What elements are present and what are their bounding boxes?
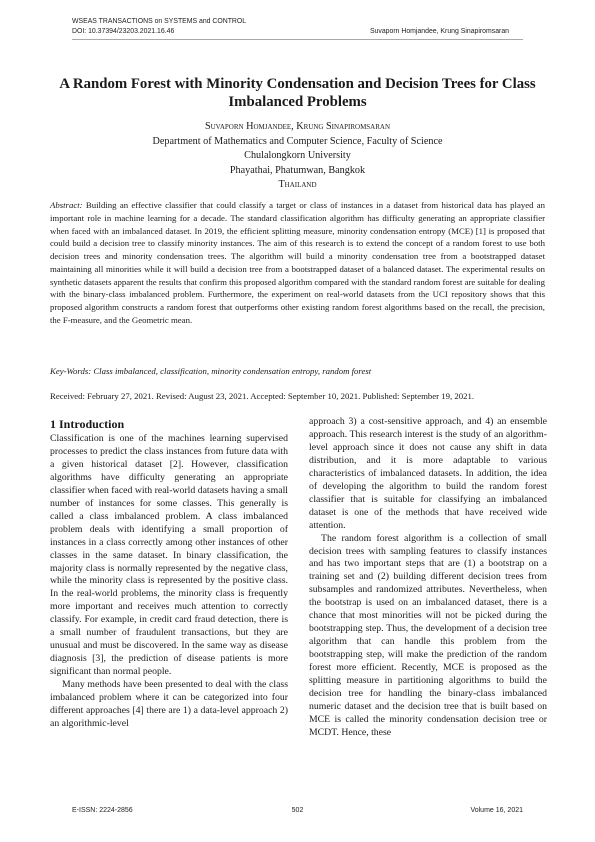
footer-eissn: E-ISSN: 2224-2856 [72,807,133,814]
affiliation-line-1: Department of Mathematics and Computer Science, Faculty of Science [152,135,443,147]
author-names: Suvaporn Homjandee, Krung Sinapiromsaran [204,121,391,132]
running-header-authors: Suvaporn Homjandee, Krung Sinapiromsaran [369,27,509,35]
paragraph: The random forest algorithm is a collection of small decision trees with sampling features to classify instances and has two important steps that are (1) a bootstrap on a training set and (2) building different decision trees from subsamples and randomized attributes. Nevertheless, when the bootstrap is used on an imbalanced dataset, there is a chance that most minorities will not be picked during the bootstrapping step. Thus, the development of a decision tree algorithm that can handle this problem from the bootstrapping step, will make the prediction of the random forest more efficient. Recently, MCE is proposed as the splitting measure in partitioning algorithms to build the decision tree for handling the binary-class imbalanced numeric dataset and the decision tree that is built based on MCE is called the minority condensation decision tree or MCDT. Hence, these [309,532,547,738]
header-divider [72,39,523,40]
section-heading: 1 Introduction [50,417,125,431]
abstract [50,199,545,327]
abstract-text: Building an effective classifier that could classify a target or class of instances in a dataset from historical data has played an important role in machine learning for a decade. The standard classification algorithm has difficulty generating an appropriate classifier when faced with an imbalanced dataset. In 2019, the efficient splitting measure, minority condensation entropy (MCE) [1] is proposed that could build a decision tree to classify minority instances. The aim of this research is to extend the concept of a random forest to use both decision trees and minority condensation trees. The algorithm will build a minority condensation tree from a bootstrapped dataset maintaining all minorities while it will build a decision tree from a bootstrapped dataset of a balanced dataset. The experimental results on synthetic datasets apparent the results that confirm this proposed algorithm compared with the standard random forest are suitable for dealing with the binary-class imbalanced problem. Furthermore, the experiment on real-world datasets from the UCI repository shows that this proposed algorithm constructs a random forest that outperforms other existing random forest algorithms based on the recall, the precision, the F-measure, and the Geometric mean. [50,200,546,325]
affiliation-line-2: Chulalongkorn University [244,150,351,161]
author-block [50,120,545,193]
footer-volume: Volume 16, 2021 [470,807,523,814]
column-right [309,416,547,740]
paragraph: approach 3) a cost-sensitive approach, and 4) an ensemble approach. This research interest is the study of an algorithm-level approach since it does not cause any shift in data distribution, and it is more adaptable to various characteristics of imbalanced datasets. In addition, the idea of developing the algorithm to build the random forest classifier that is suitable for classifying an imbalanced dataset is one of the methods that have received wide attention. [309,416,547,531]
keywords: Key-Words: Class imbalanced, classification, minority condensation entropy, random forest [50,366,372,376]
doi: DOI: 10.37394/23203.2021.16.46 [72,27,175,35]
column-left [50,417,288,731]
paragraph: Many methods have been presented to deal with the class imbalanced problem where it can be categorized into four different approaches [4] there are 1) a data-level approach 2) an algorithmic-level [50,679,288,729]
received-dates: Received: February 27, 2021. Revised: August 23, 2021. Accepted: September 10, 2021. Published: September 19, 2021. [50,391,475,401]
paragraph: Classification is one of the machines learning supervised processes to predict the class instances from future data with a given historical dataset [2]. However, classification algorithms have difficulty generating an appropriate classifier when faced with real-world datasets having a small number of instances for some classes. This generally is called a class imbalanced problem. A class imbalanced problem deals with identifying a small proportion of instances in a class correctly among other instances of other classes in the same dataset. In binary classification, the majority class is normally represented by the negative class, while the minority class is represented by the positive class. In the real-world problems, the minority class is frequently more important and receives much attention to correctly classify. For example, in credit card fraud detection, there is a small number of fraudulent transactions, but they are unusual and must be discovered. In the same way as disease diagnosis [3], the prediction of disease patients is more significant than normal people. [50,433,288,678]
abstract-label: Abstract: [50,200,83,210]
footer-page-number: 502 [291,807,304,814]
paper-title: A Random Forest with Minority Condensation and Decision Trees for Class Imbalanced Problems [59,76,536,110]
affiliation-country: Thailand [278,179,317,190]
journal-name: WSEAS TRANSACTIONS on SYSTEMS and CONTROL [72,18,247,25]
affiliation-line-3: Phayathai, Phatumwan, Bangkok [229,164,366,176]
running-header-left [72,17,246,36]
